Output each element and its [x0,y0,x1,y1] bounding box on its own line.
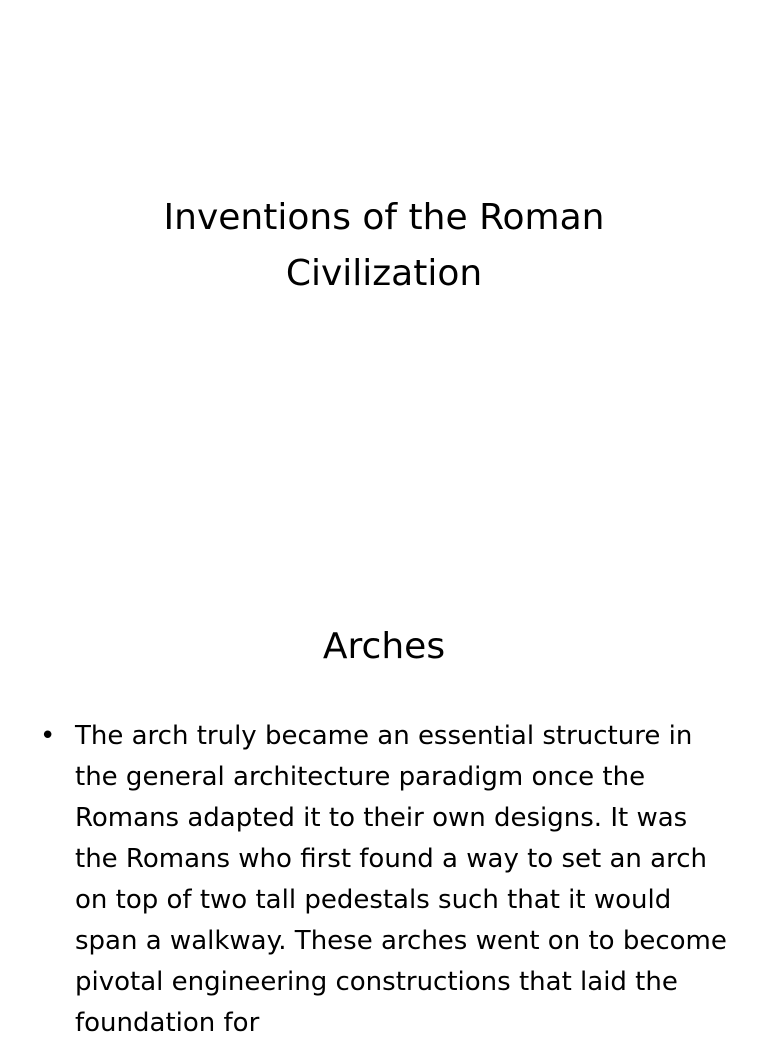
bullet-item [40,716,730,1044]
bullet-text: The arch truly became an essential structure in the general architecture paradigm once the Romans adapted it to their own designs. It was the Romans who first found a way to set an arch on top of two tall pedestals such that it would span a walkway. These arches went on to become pivotal engineering constructions that laid the foundation for [75,721,727,1038]
bullet-icon: • [40,721,56,751]
slide-title: Inventions of the Roman Civilization [163,197,605,294]
bullet-list [40,716,730,1044]
content-slide [0,576,768,1038]
slide-heading: Arches [322,626,446,667]
